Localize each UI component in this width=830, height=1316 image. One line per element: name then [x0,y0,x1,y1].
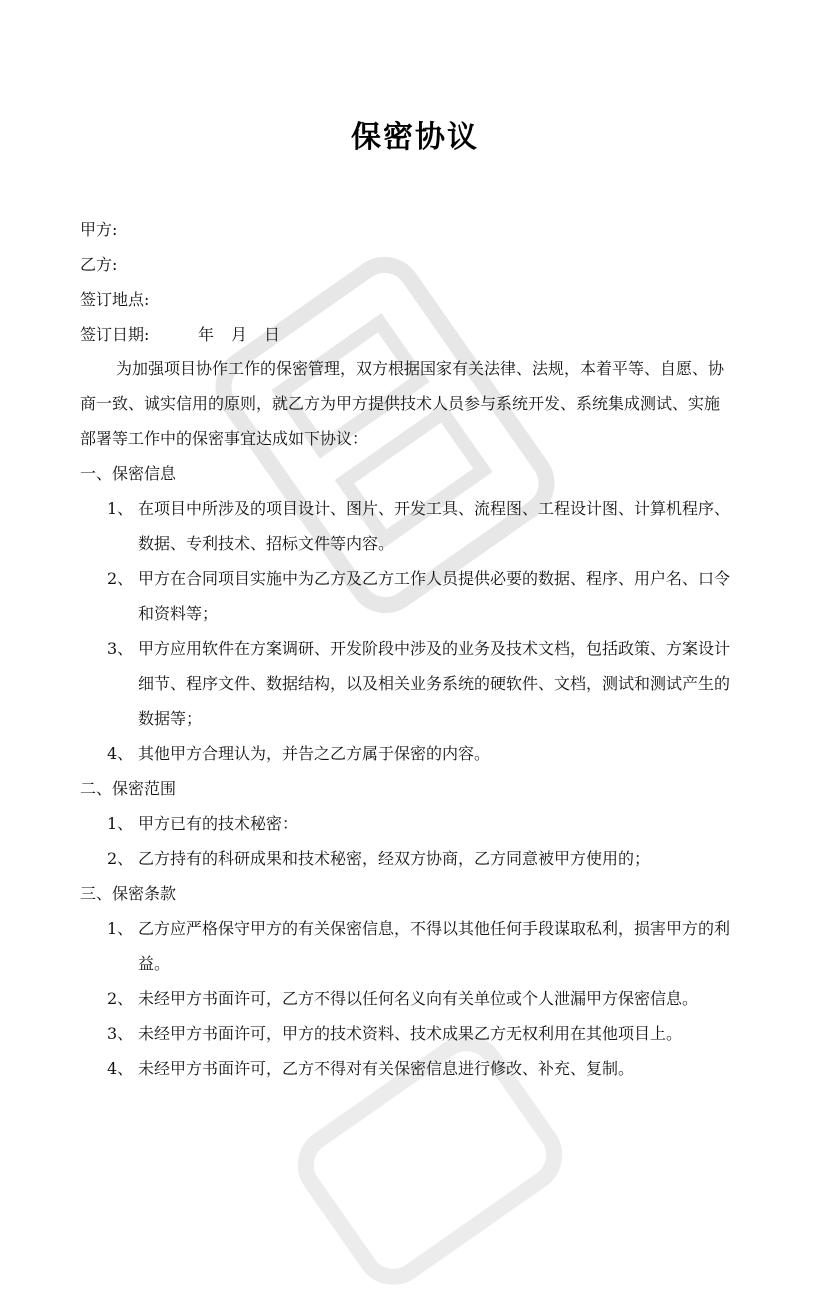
section-heading: 一、保密信息 [80,464,177,483]
section-heading: 二、保密范围 [80,779,177,798]
list-number: 1、 [107,814,134,833]
list-item-text: 甲方应用软件在方案调研、开发阶段中涉及的业务及技术文档，包括政策、方案设计 [138,639,731,658]
list-item-text: 在项目中所涉及的项目设计、图片、开发工具、流程图、工程设计图、计算机程序、 [138,499,731,518]
list-item-text: 其他甲方合理认为，并告之乙方属于保密的内容。 [138,744,491,763]
list-item-text: 数据等； [138,709,203,728]
list-item-text: 未经甲方书面许可，乙方不得对有关保密信息进行修改、补充、复制。 [138,1059,635,1078]
list-item-text: 甲方已有的技术秘密： [138,814,299,833]
list-number: 3、 [107,1024,134,1043]
list-number: 2、 [107,989,134,1008]
list-item-text: 益。 [138,954,171,973]
list-item-text: 乙方持有的科研成果和技术秘密，经双方协商，乙方同意被甲方使用的； [138,849,651,868]
signing-date-label: 签订日期: [80,325,150,344]
list-item-text: 乙方应严格保守甲方的有关保密信息，不得以其他任何手段谋取私利，损害甲方的利 [138,919,731,938]
list-item-text: 数据、专利技术、招标文件等内容。 [138,534,395,553]
signing-place-label: 签订地点: [80,290,150,309]
list-item-text: 未经甲方书面许可，乙方不得以任何名义向有关单位或个人泄漏甲方保密信息。 [138,989,699,1008]
list-number: 1、 [107,919,134,938]
intro-line: 为加强项目协作工作的保密管理，双方根据国家有关法律、法规，本着平等、自愿、协 [116,359,725,378]
watermark-logo-icon-2 [266,1004,594,1316]
list-number: 4、 [107,744,134,763]
list-number: 4、 [107,1059,134,1078]
document-title: 保密协议 [351,120,479,155]
list-number: 2、 [107,849,134,868]
intro-line: 商一致、诚实信用的原则，就乙方为甲方提供技术人员参与系统开发、系统集成测试、实施 [80,394,721,413]
list-number: 2、 [107,569,134,588]
list-item-text: 和资料等； [138,604,219,623]
party-b-label: 乙方: [80,255,118,274]
intro-line: 部署等工作中的保密事宜达成如下协议： [80,429,369,448]
date-month-label: 月 [231,325,248,344]
date-day-label: 日 [264,325,281,344]
list-number: 3、 [107,639,134,658]
date-year-label: 年 [198,325,215,344]
party-a-label: 甲方: [80,220,118,239]
list-number: 1、 [107,499,134,518]
section-heading: 三、保密条款 [80,884,177,903]
list-item-text: 细节、程序文件、数据结构，以及相关业务系统的硬软件、文档，测试和测试产生的 [138,674,731,693]
list-item-text: 未经甲方书面许可，甲方的技术资料、技术成果乙方无权利用在其他项目上。 [138,1024,683,1043]
list-item-text: 甲方在合同项目实施中为乙方及乙方工作人员提供必要的数据、程序、用户名、口令 [138,569,731,588]
